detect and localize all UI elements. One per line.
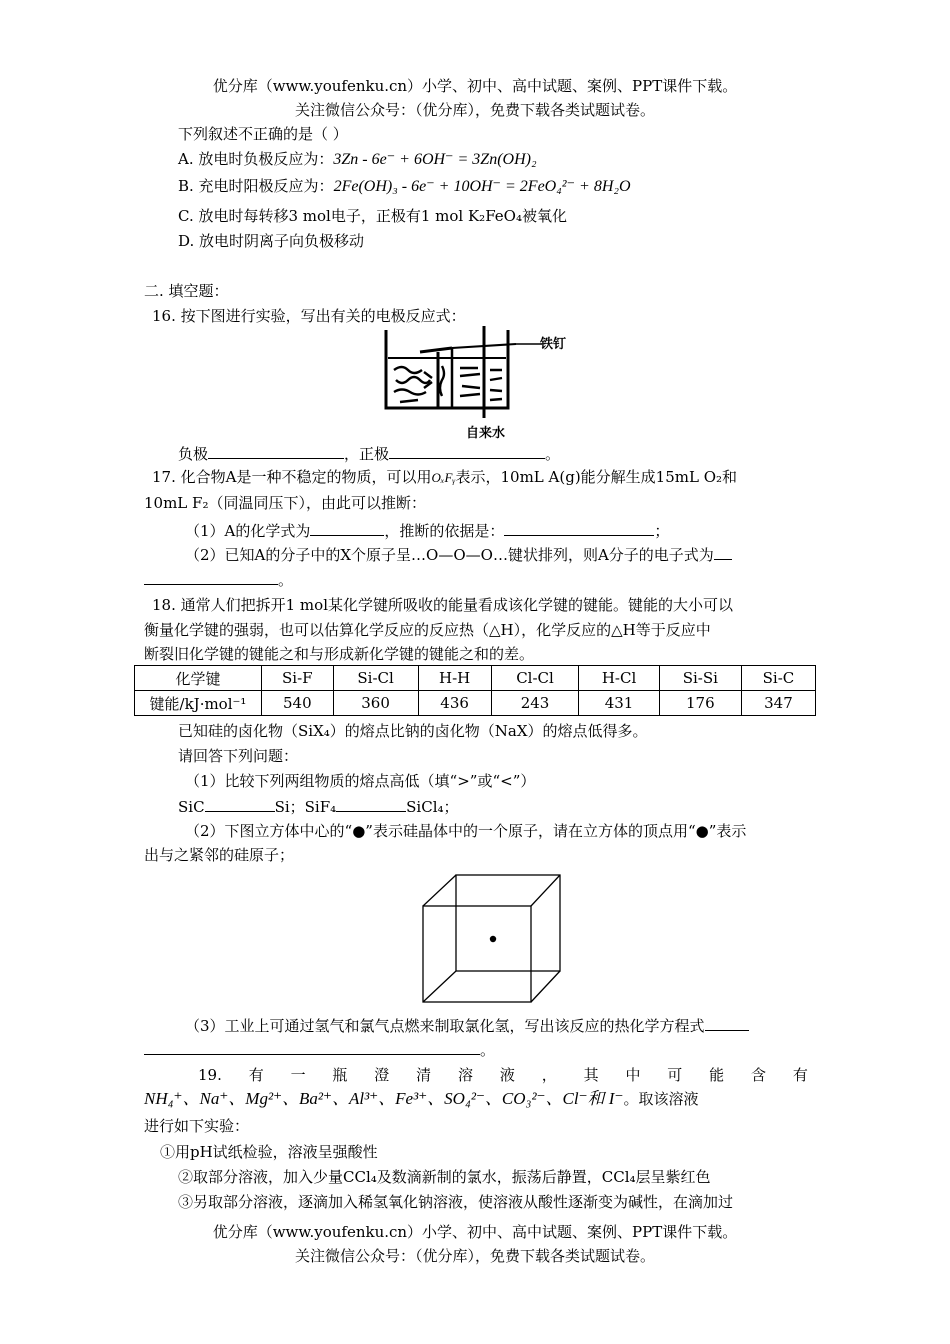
footer-line-1: 优分库（www.youfenku.cn）小学、初中、高中试题、案例、PPT课件下载。 [212, 1223, 738, 1241]
cube-edge [531, 971, 560, 1002]
header-line-1: 优分库（www.youfenku.cn）小学、初中、高中试题、案例、PPT课件下载。 [212, 77, 738, 95]
bond-energy-table [134, 665, 816, 716]
q19-word: 一 [290, 1066, 306, 1084]
q16-pos-blank[interactable] [389, 444, 545, 459]
table-cell: 436 [418, 691, 491, 716]
table-header-cell: Si-Si [659, 666, 741, 691]
q18-part-2-line-1: （2）下图立方体中心的“●”表示硅晶体中的一个原子，请在立方体的顶点用“●”表示 [185, 822, 747, 840]
table-header-cell: Si-F [262, 666, 334, 691]
cube-edge [531, 875, 560, 906]
table-row [135, 691, 816, 716]
cube-figure [420, 872, 566, 1004]
q19-word: 有 [248, 1066, 264, 1084]
q18-part-3-continued [144, 1040, 495, 1060]
iron-nail-head [420, 348, 452, 352]
table-header-cell: H-H [418, 666, 491, 691]
q17-electron-blank-a[interactable] [714, 545, 732, 560]
q17-part-2-continued [144, 570, 293, 590]
cube-edge [423, 971, 456, 1002]
q18-line-1: 18. 通常人们把拆开1 mol某化学键所吸收的能量看成该化学键的键能。键能的大小可以 [152, 596, 733, 614]
cube-back-face [456, 875, 560, 971]
q17-p1-a: （1）A的化学式为 [185, 522, 311, 540]
q19-step-2: ②取部分溶液，加入少量CCl₄及数滴新制的氯水，振荡后静置，CCl₄层呈紫红色 [178, 1168, 711, 1186]
q16-answer-line [178, 444, 560, 464]
q17-electron-blank-b[interactable] [144, 570, 278, 585]
q19-word: 可 [667, 1066, 683, 1084]
q15-option-a-text: A. 放电时负极反应为： [178, 150, 334, 168]
q19-ions: NH₄⁺、Na⁺、Mg²⁺、Ba²⁺、Al³⁺、Fe³⁺、SO₄²⁻、CO₃²⁻、Cl⁻和 I⁻ [144, 1089, 624, 1108]
q19-word: 能 [709, 1066, 725, 1084]
q18-part-2-line-2: 出与之紧邻的硅原子； [144, 846, 295, 864]
q18-p3-end: 。 [480, 1041, 496, 1059]
q19-word: 其 [583, 1066, 599, 1084]
q18-equation-blank-b[interactable] [144, 1040, 480, 1055]
q17-stem-line-1 [152, 467, 737, 488]
q17-stem-line-2: 10mL F₂（同温同压下），由此可以推断： [144, 494, 426, 512]
q17-stem-a: 17. 化合物A是一种不稳定的物质，可以用 [152, 468, 432, 486]
table-cell: 431 [579, 691, 659, 716]
q15-option-b-formula: 2Fe(OH)₃ - 6e⁻ + 10OH⁻ = 2FeO₄²⁻ + 8H₂O [333, 178, 631, 195]
q18-equation-blank-a[interactable] [705, 1016, 749, 1031]
q18-si: Si；SiF₄ [274, 798, 337, 816]
q17-reason-blank[interactable] [504, 521, 654, 536]
q15-option-a-formula: 3Zn - 6e⁻ + 6OH⁻ = 3Zn(OH)₂ [333, 151, 537, 168]
q18-part-1-blanks [178, 797, 459, 817]
table-header-row [135, 666, 816, 691]
q15-option-d: D. 放电时阴离子向负极移动 [178, 232, 365, 250]
table-cell: 176 [659, 691, 741, 716]
q17-p1-b: ，推断的依据是： [384, 522, 505, 540]
q19-word: 清 [416, 1066, 432, 1084]
q19-word: 澄 [374, 1066, 390, 1084]
label-iron-nail: 铁钉 [540, 337, 567, 352]
q16-neg-blank[interactable] [208, 444, 344, 459]
q19-word: 有 [792, 1066, 808, 1084]
q17-p1-c: ； [654, 522, 670, 540]
table-cell: 360 [333, 691, 418, 716]
table-cell: 347 [741, 691, 815, 716]
q16-stem: 16. 按下图进行实验，写出有关的电极反应式： [152, 307, 466, 325]
table-cell: 243 [491, 691, 579, 716]
q18-sicl4: SiCl₄； [406, 798, 459, 816]
q19-word: 液 [499, 1066, 515, 1084]
q19-step-3: ③另取部分溶液，逐滴加入稀氢氧化钠溶液，使溶液从酸性逐渐变为碱性，在滴加过 [178, 1193, 734, 1211]
q19-line-2 [144, 1089, 698, 1109]
q18-line-3: 断裂旧化学键的键能之和与形成新化学键的键能之和的差。 [144, 645, 535, 663]
footer-line-2: 关注微信公众号：（优分库），免费下载各类试题试卷。 [294, 1247, 655, 1265]
q19-ions-tail: 。取该溶液 [623, 1090, 699, 1108]
q19-line-1 [198, 1065, 808, 1085]
q16-neg-label: 负极 [178, 445, 209, 463]
q19-word: 瓶 [332, 1066, 348, 1084]
q17-formula: OₓFᵧ [431, 470, 456, 485]
table-header-cell: Si-Cl [333, 666, 418, 691]
q18-part-1: （1）比较下列两组物质的熔点高低（填“>”或“<”） [185, 772, 536, 790]
q18-p3: （3）工业上可通过氢气和氯气点燃来制取氯化氢，写出该反应的热化学方程式 [185, 1017, 705, 1035]
q18-part-3 [185, 1016, 749, 1036]
water-texture [394, 366, 502, 402]
q18-sic: SiC [178, 798, 205, 816]
q18-ask: 请回答下列问题： [178, 747, 299, 765]
q19-word: 含 [751, 1066, 767, 1084]
q19-step-1: ①用pH试纸检验，溶液呈强酸性 [160, 1143, 378, 1161]
section-title: 二. 填空题： [144, 282, 229, 300]
beaker-outline [386, 330, 508, 408]
q15-option-c: C. 放电时每转移3 mol电子，正极有1 mol K₂FeO₄被氧化 [178, 207, 567, 225]
cube-edge [423, 875, 456, 906]
q17-part-2 [185, 545, 732, 565]
table-cell: 540 [262, 691, 334, 716]
q15-option-b-text: B. 充电时阳极反应为： [178, 177, 334, 195]
q18-line-2: 衡量化学键的强弱，也可以估算化学反应的反应热（△H），化学反应的△H等于反应中 [144, 621, 711, 639]
q16-pos-label: ，正极 [344, 445, 390, 463]
table-header-cell: Si-C [741, 666, 815, 691]
q19-word: 中 [625, 1066, 641, 1084]
q18-blank-2[interactable] [336, 797, 406, 812]
q19-word: 19. [198, 1066, 222, 1084]
q15-option-b [178, 176, 631, 197]
table-row-label: 键能/kJ·mol⁻¹ [135, 691, 262, 716]
table-header-cell: 化学键 [135, 666, 262, 691]
q19-word: 溶 [458, 1066, 474, 1084]
q19-word: ， [541, 1066, 557, 1084]
center-silicon-atom [490, 936, 496, 942]
q17-stem-b: 表示，10mL A(g)能分解生成15mL O₂和 [455, 468, 738, 486]
q17-p2-end: 。 [278, 571, 294, 589]
q17-part-1 [185, 521, 669, 541]
q18-blank-1[interactable] [205, 797, 275, 812]
table-header-cell: H-Cl [579, 666, 659, 691]
label-tap-water: 自来水 [466, 426, 506, 441]
table-header-cell: Cl-Cl [491, 666, 579, 691]
q17-p2: （2）已知A的分子中的X个原子呈…O—O—O…键状排列，则A分子的电子式为 [185, 546, 714, 564]
q15-stem: 下列叙述不正确的是（ ） [178, 125, 348, 143]
header-line-2: 关注微信公众号：（优分库），免费下载各类试题试卷。 [294, 101, 655, 119]
q19-line-3: 进行如下实验： [144, 1117, 250, 1135]
q16-end: 。 [545, 445, 561, 463]
q17-formula-blank[interactable] [310, 521, 384, 536]
q18-known: 已知硅的卤化物（SiX₄）的熔点比钠的卤化物（NaX）的熔点低得多。 [178, 722, 648, 740]
q15-option-a [178, 149, 537, 170]
